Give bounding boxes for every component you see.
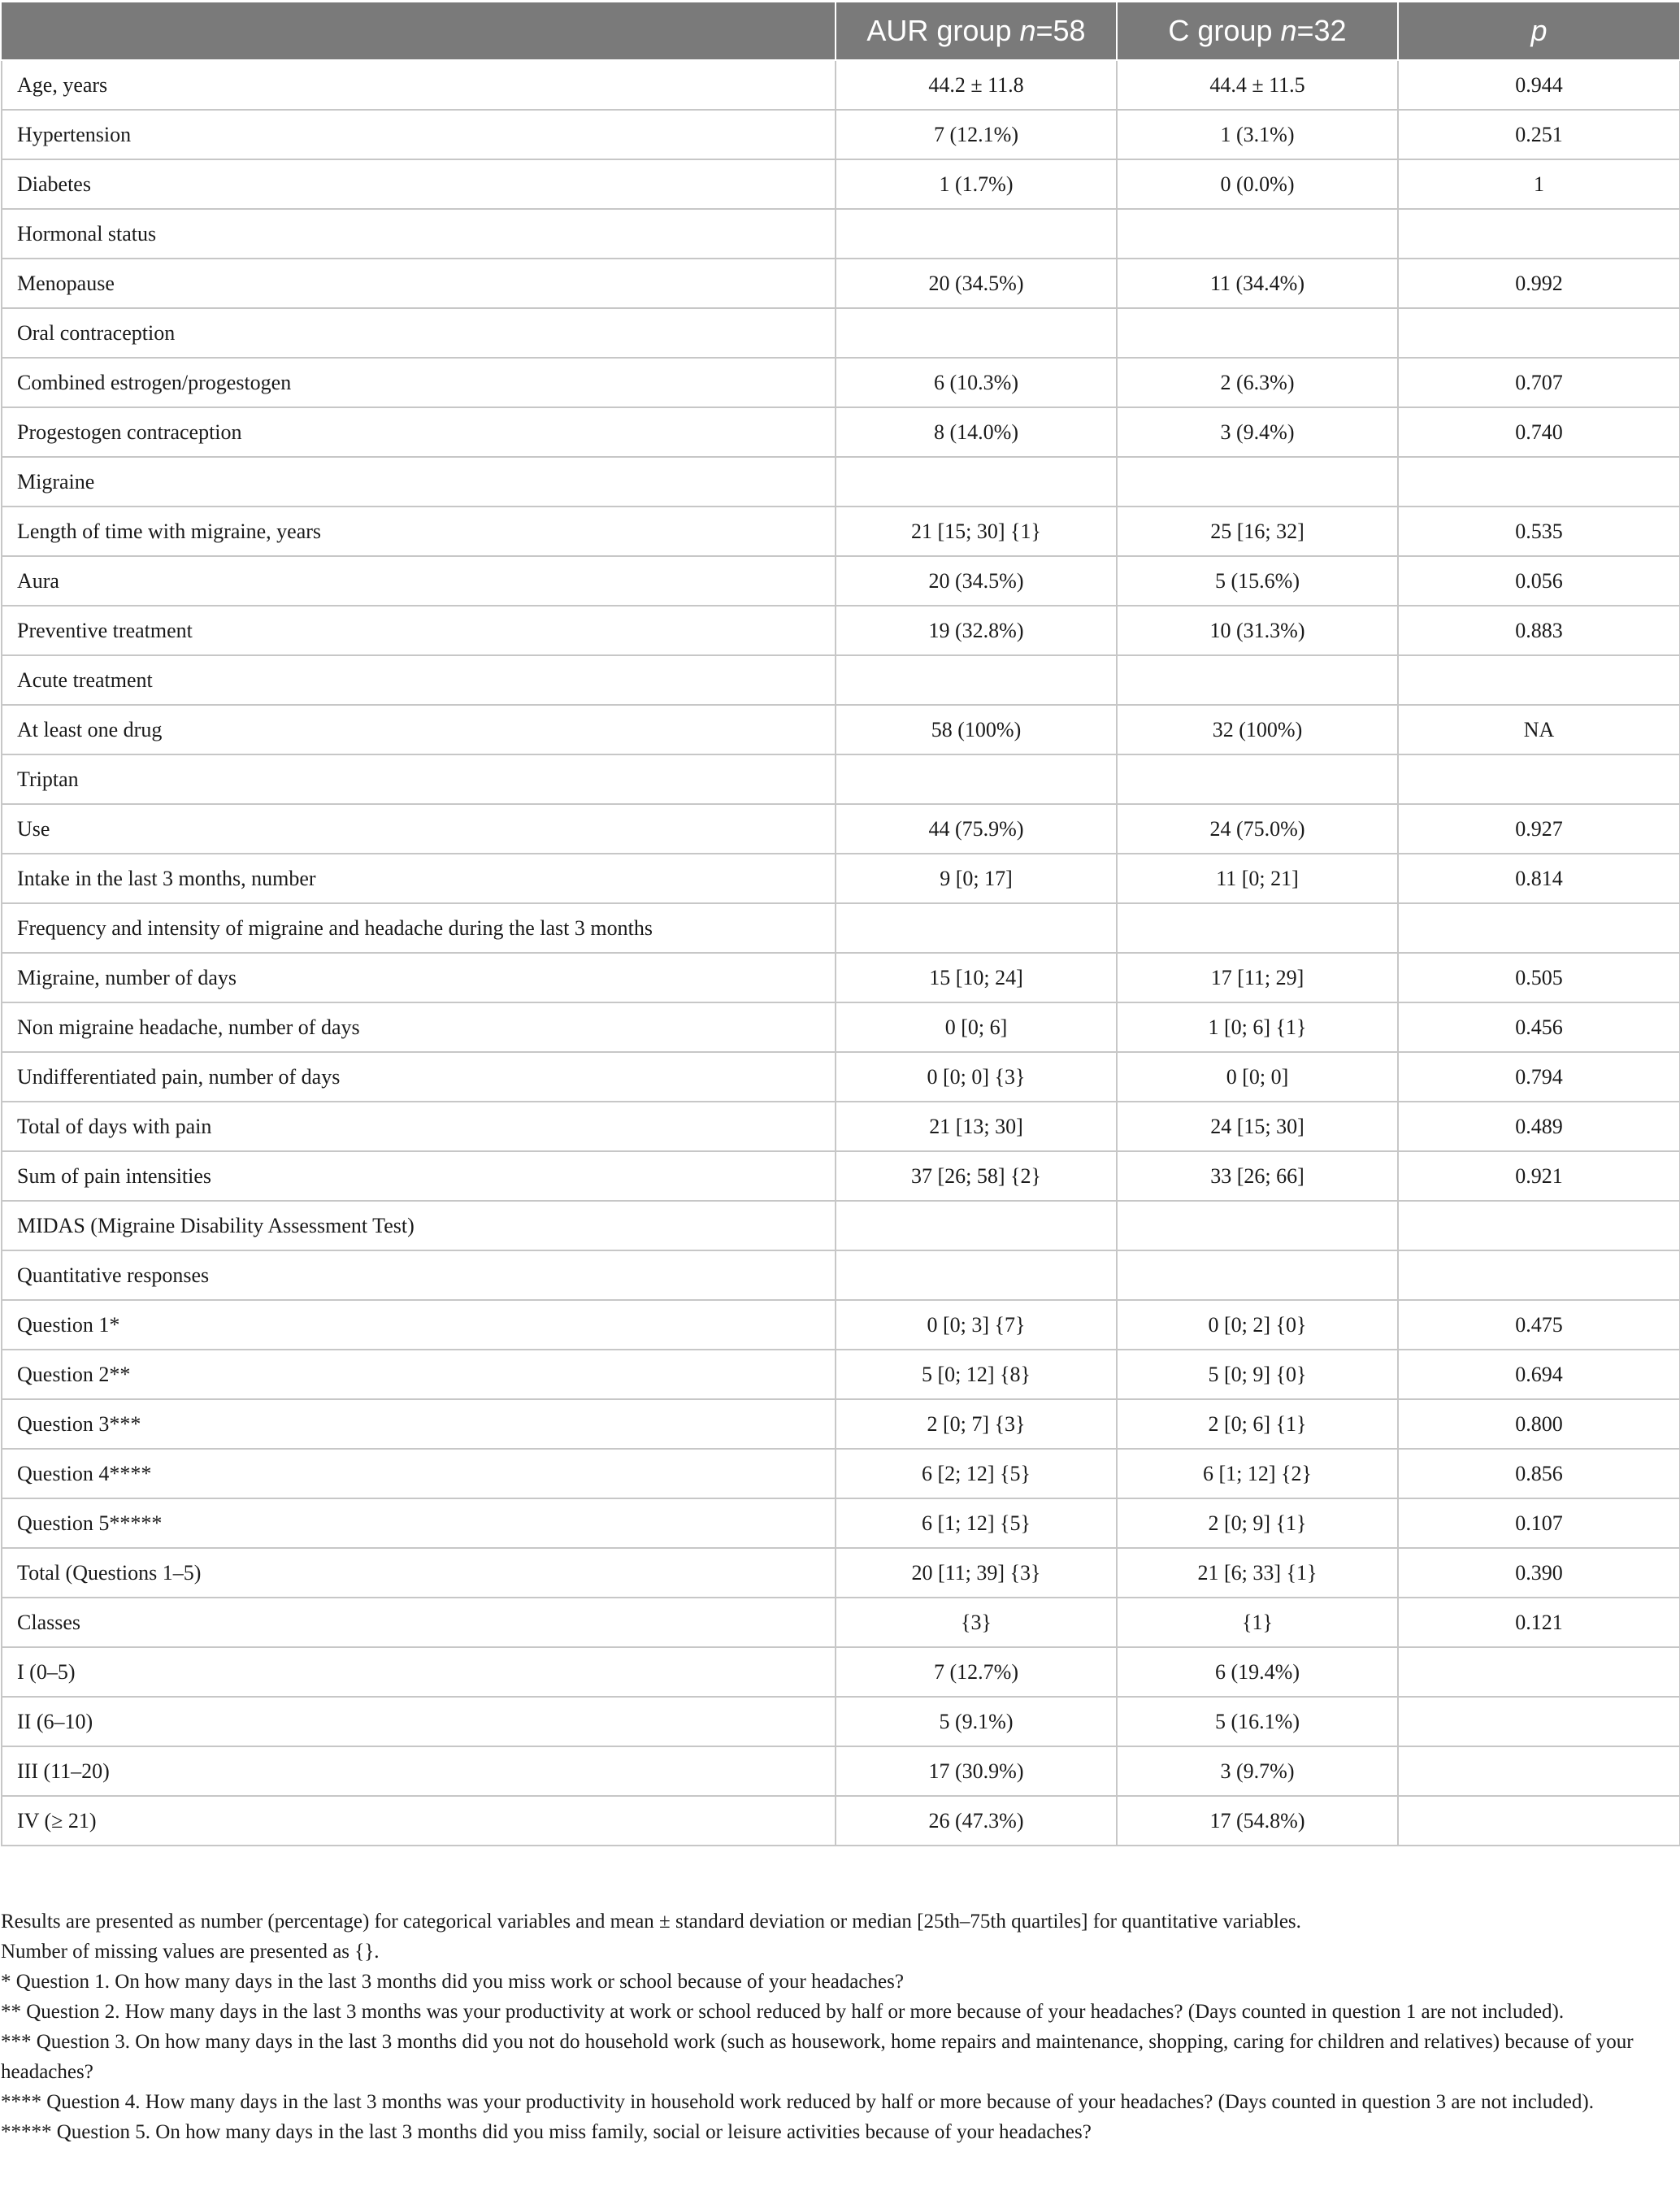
p-value: 0.921 [1398,1151,1680,1201]
aur-group-value [836,308,1117,358]
c-group-value: 10 (31.3%) [1117,606,1398,655]
p-value: 0.489 [1398,1102,1680,1151]
row-label: II (6–10) [2,1697,836,1746]
header-c-group [1117,2,1398,60]
table-row [2,60,1680,110]
p-value: 0.121 [1398,1598,1680,1647]
aur-group-value: 15 [10; 24] [836,953,1117,1002]
footnote: Results are presented as number (percentage) for categorical variables and mean ± standard deviation or median [25th–75th quartiles] for quantitative variables. [1,1911,1301,1933]
c-group-value: 6 (19.4%) [1117,1647,1398,1697]
p-value: 1 [1398,159,1680,209]
c-group-value: 3 (9.7%) [1117,1746,1398,1796]
table-row [2,804,1680,854]
p-value: 0.814 [1398,854,1680,903]
footnote: ***** Question 5. On how many days in the last 3 months did you miss family, social or leisure activities because of your headaches? [1,2121,1092,2143]
row-label: MIDAS (Migraine Disability Assessment Test) [2,1201,836,1250]
header-c-n: n [1280,14,1297,47]
header-aur-suffix: =58 [1035,14,1086,47]
c-group-value: 17 [11; 29] [1117,953,1398,1002]
table-row [2,457,1680,507]
row-label: Classes [2,1598,836,1647]
row-label: Intake in the last 3 months, number [2,854,836,903]
table-row [2,754,1680,804]
c-group-value [1117,655,1398,705]
footnote: * Question 1. On how many days in the last 3 months did you miss work or school because of your headaches? [1,1971,904,1993]
table-row [2,1697,1680,1746]
footnote: ** Question 2. How many days in the last 3 months was your productivity at work or school reduced by half or more because of your headaches? (Days counted in question 1 are not included). [1,2001,1565,2023]
row-label: Total (Questions 1–5) [2,1548,836,1598]
table-row [2,1548,1680,1598]
table-body [2,60,1680,1846]
table-row [2,1399,1680,1449]
table-row [2,1449,1680,1498]
p-value: 0.475 [1398,1300,1680,1350]
footnote: *** Question 3. On how many days in the last 3 months did you not do household work (such as housework, home repairs and maintenance, shopping, caring for children and relatives) because of your headaches? [1,2031,1634,2083]
table-row [2,854,1680,903]
p-value: 0.883 [1398,606,1680,655]
c-group-value: 2 [0; 6] {1} [1117,1399,1398,1449]
row-label: III (11–20) [2,1746,836,1796]
p-value: 0.740 [1398,407,1680,457]
aur-group-value: 8 (14.0%) [836,407,1117,457]
header-row [2,2,1680,60]
c-group-value: 11 [0; 21] [1117,854,1398,903]
table-row [2,407,1680,457]
p-value [1398,1201,1680,1250]
table-row [2,1052,1680,1102]
aur-group-value: 0 [0; 0] {3} [836,1052,1117,1102]
c-group-value: 0 [0; 2] {0} [1117,1300,1398,1350]
p-value: 0.107 [1398,1498,1680,1548]
c-group-value: 1 (3.1%) [1117,110,1398,159]
row-label: Question 5***** [2,1498,836,1548]
row-label: Progestogen contraception [2,407,836,457]
c-group-value: 32 (100%) [1117,705,1398,754]
c-group-value [1117,1201,1398,1250]
c-group-value: 0 (0.0%) [1117,159,1398,209]
row-label: At least one drug [2,705,836,754]
c-group-value: 2 (6.3%) [1117,358,1398,407]
header-p-label: p [1530,14,1548,47]
c-group-value: {1} [1117,1598,1398,1647]
c-group-value: 2 [0; 9] {1} [1117,1498,1398,1548]
c-group-value: 5 (15.6%) [1117,556,1398,606]
p-value: 0.456 [1398,1002,1680,1052]
c-group-value [1117,308,1398,358]
c-group-value: 5 [0; 9] {0} [1117,1350,1398,1399]
aur-group-value: 1 (1.7%) [836,159,1117,209]
table-row [2,606,1680,655]
table-row [2,1350,1680,1399]
row-label: Undifferentiated pain, number of days [2,1052,836,1102]
aur-group-value: 20 [11; 39] {3} [836,1548,1117,1598]
row-label: Question 3*** [2,1399,836,1449]
footnote: Number of missing values are presented as {}. [1,1941,380,1963]
c-group-value [1117,457,1398,507]
p-value [1398,1697,1680,1746]
header-aur-group [836,2,1117,60]
aur-group-value: 7 (12.7%) [836,1647,1117,1697]
row-label: Hypertension [2,110,836,159]
c-group-value: 0 [0; 0] [1117,1052,1398,1102]
row-label: Hormonal status [2,209,836,259]
row-label: Age, years [2,60,836,110]
aur-group-value: 2 [0; 7] {3} [836,1399,1117,1449]
p-value [1398,1647,1680,1697]
p-value [1398,209,1680,259]
row-label: Migraine [2,457,836,507]
p-value: 0.694 [1398,1350,1680,1399]
p-value: 0.927 [1398,804,1680,854]
aur-group-value: 58 (100%) [836,705,1117,754]
table-row [2,507,1680,556]
table-row [2,110,1680,159]
row-label: Question 4**** [2,1449,836,1498]
header-c-prefix: C group [1168,14,1281,47]
table-row [2,159,1680,209]
footnote: **** Question 4. How many days in the last 3 months was your productivity in household work reduced by half or more because of your headaches? (Days counted in question 3 are not included). [1,2091,1594,2113]
aur-group-value [836,1250,1117,1300]
header-c-suffix: =32 [1296,14,1347,47]
table-row [2,308,1680,358]
p-value: 0.944 [1398,60,1680,110]
aur-group-value [836,457,1117,507]
table-row [2,655,1680,705]
header-p-value [1398,2,1680,60]
row-label: Use [2,804,836,854]
row-label: Non migraine headache, number of days [2,1002,836,1052]
aur-group-value [836,754,1117,804]
c-group-value [1117,209,1398,259]
c-group-value: 25 [16; 32] [1117,507,1398,556]
p-value [1398,457,1680,507]
row-label: Menopause [2,259,836,308]
aur-group-value: 21 [15; 30] {1} [836,507,1117,556]
c-group-value: 44.4 ± 11.5 [1117,60,1398,110]
aur-group-value: 9 [0; 17] [836,854,1117,903]
row-label: I (0–5) [2,1647,836,1697]
row-label: Sum of pain intensities [2,1151,836,1201]
table-row [2,259,1680,308]
p-value [1398,903,1680,953]
c-group-value [1117,903,1398,953]
table-row [2,1151,1680,1201]
c-group-value: 6 [1; 12] {2} [1117,1449,1398,1498]
table-row [2,705,1680,754]
row-label: Aura [2,556,836,606]
row-label: Total of days with pain [2,1102,836,1151]
row-label: Combined estrogen/progestogen [2,358,836,407]
c-group-value: 24 [15; 30] [1117,1102,1398,1151]
header-aur-n: n [1019,14,1036,47]
aur-group-value: 0 [0; 6] [836,1002,1117,1052]
table-row [2,953,1680,1002]
p-value: 0.800 [1398,1399,1680,1449]
aur-group-value [836,903,1117,953]
aur-group-value: 19 (32.8%) [836,606,1117,655]
row-label: Diabetes [2,159,836,209]
characteristics-table [1,1,1680,1846]
c-group-value [1117,1250,1398,1300]
c-group-value: 24 (75.0%) [1117,804,1398,854]
row-label: Question 1* [2,1300,836,1350]
p-value [1398,1796,1680,1846]
row-label: Migraine, number of days [2,953,836,1002]
table-row [2,358,1680,407]
p-value: 0.707 [1398,358,1680,407]
table-row [2,1598,1680,1647]
row-label: Question 2** [2,1350,836,1399]
aur-group-value: 5 (9.1%) [836,1697,1117,1746]
p-value: NA [1398,705,1680,754]
aur-group-value [836,209,1117,259]
table-row [2,1201,1680,1250]
p-value [1398,308,1680,358]
aur-group-value [836,655,1117,705]
p-value: 0.535 [1398,507,1680,556]
p-value: 0.794 [1398,1052,1680,1102]
p-value [1398,754,1680,804]
aur-group-value: 26 (47.3%) [836,1796,1117,1846]
table-header [2,2,1680,60]
table-row [2,1746,1680,1796]
table-row [2,1647,1680,1697]
table-row [2,556,1680,606]
c-group-value: 21 [6; 33] {1} [1117,1548,1398,1598]
row-label: IV (≥ 21) [2,1796,836,1846]
aur-group-value: 37 [26; 58] {2} [836,1151,1117,1201]
aur-group-value: 20 (34.5%) [836,556,1117,606]
header-variable [2,2,836,60]
aur-group-value: 44.2 ± 11.8 [836,60,1117,110]
c-group-value: 1 [0; 6] {1} [1117,1002,1398,1052]
p-value [1398,1250,1680,1300]
table-row [2,1002,1680,1052]
row-label: Oral contraception [2,308,836,358]
aur-group-value: {3} [836,1598,1117,1647]
aur-group-value: 7 (12.1%) [836,110,1117,159]
p-value: 0.856 [1398,1449,1680,1498]
p-value: 0.056 [1398,556,1680,606]
aur-group-value: 6 [1; 12] {5} [836,1498,1117,1548]
header-aur-prefix: AUR group [866,14,1020,47]
aur-group-value: 17 (30.9%) [836,1746,1117,1796]
row-label: Frequency and intensity of migraine and headache during the last 3 months [2,903,836,953]
c-group-value: 5 (16.1%) [1117,1697,1398,1746]
aur-group-value: 5 [0; 12] {8} [836,1350,1117,1399]
row-label: Quantitative responses [2,1250,836,1300]
table-row [2,209,1680,259]
p-value: 0.505 [1398,953,1680,1002]
c-group-value: 11 (34.4%) [1117,259,1398,308]
table-footnotes [1,1907,1675,2147]
p-value: 0.992 [1398,259,1680,308]
aur-group-value: 44 (75.9%) [836,804,1117,854]
p-value [1398,1746,1680,1796]
aur-group-value: 0 [0; 3] {7} [836,1300,1117,1350]
table-row [2,1796,1680,1846]
aur-group-value: 6 [2; 12] {5} [836,1449,1117,1498]
aur-group-value: 21 [13; 30] [836,1102,1117,1151]
aur-group-value: 6 (10.3%) [836,358,1117,407]
c-group-value [1117,754,1398,804]
row-label: Preventive treatment [2,606,836,655]
c-group-value: 17 (54.8%) [1117,1796,1398,1846]
p-value: 0.251 [1398,110,1680,159]
row-label: Length of time with migraine, years [2,507,836,556]
aur-group-value: 20 (34.5%) [836,259,1117,308]
table-row [2,1250,1680,1300]
table-row [2,1498,1680,1548]
row-label: Acute treatment [2,655,836,705]
c-group-value: 33 [26; 66] [1117,1151,1398,1201]
row-label: Triptan [2,754,836,804]
aur-group-value [836,1201,1117,1250]
p-value: 0.390 [1398,1548,1680,1598]
table-row [2,903,1680,953]
table-row [2,1300,1680,1350]
c-group-value: 3 (9.4%) [1117,407,1398,457]
table-row [2,1102,1680,1151]
p-value [1398,655,1680,705]
